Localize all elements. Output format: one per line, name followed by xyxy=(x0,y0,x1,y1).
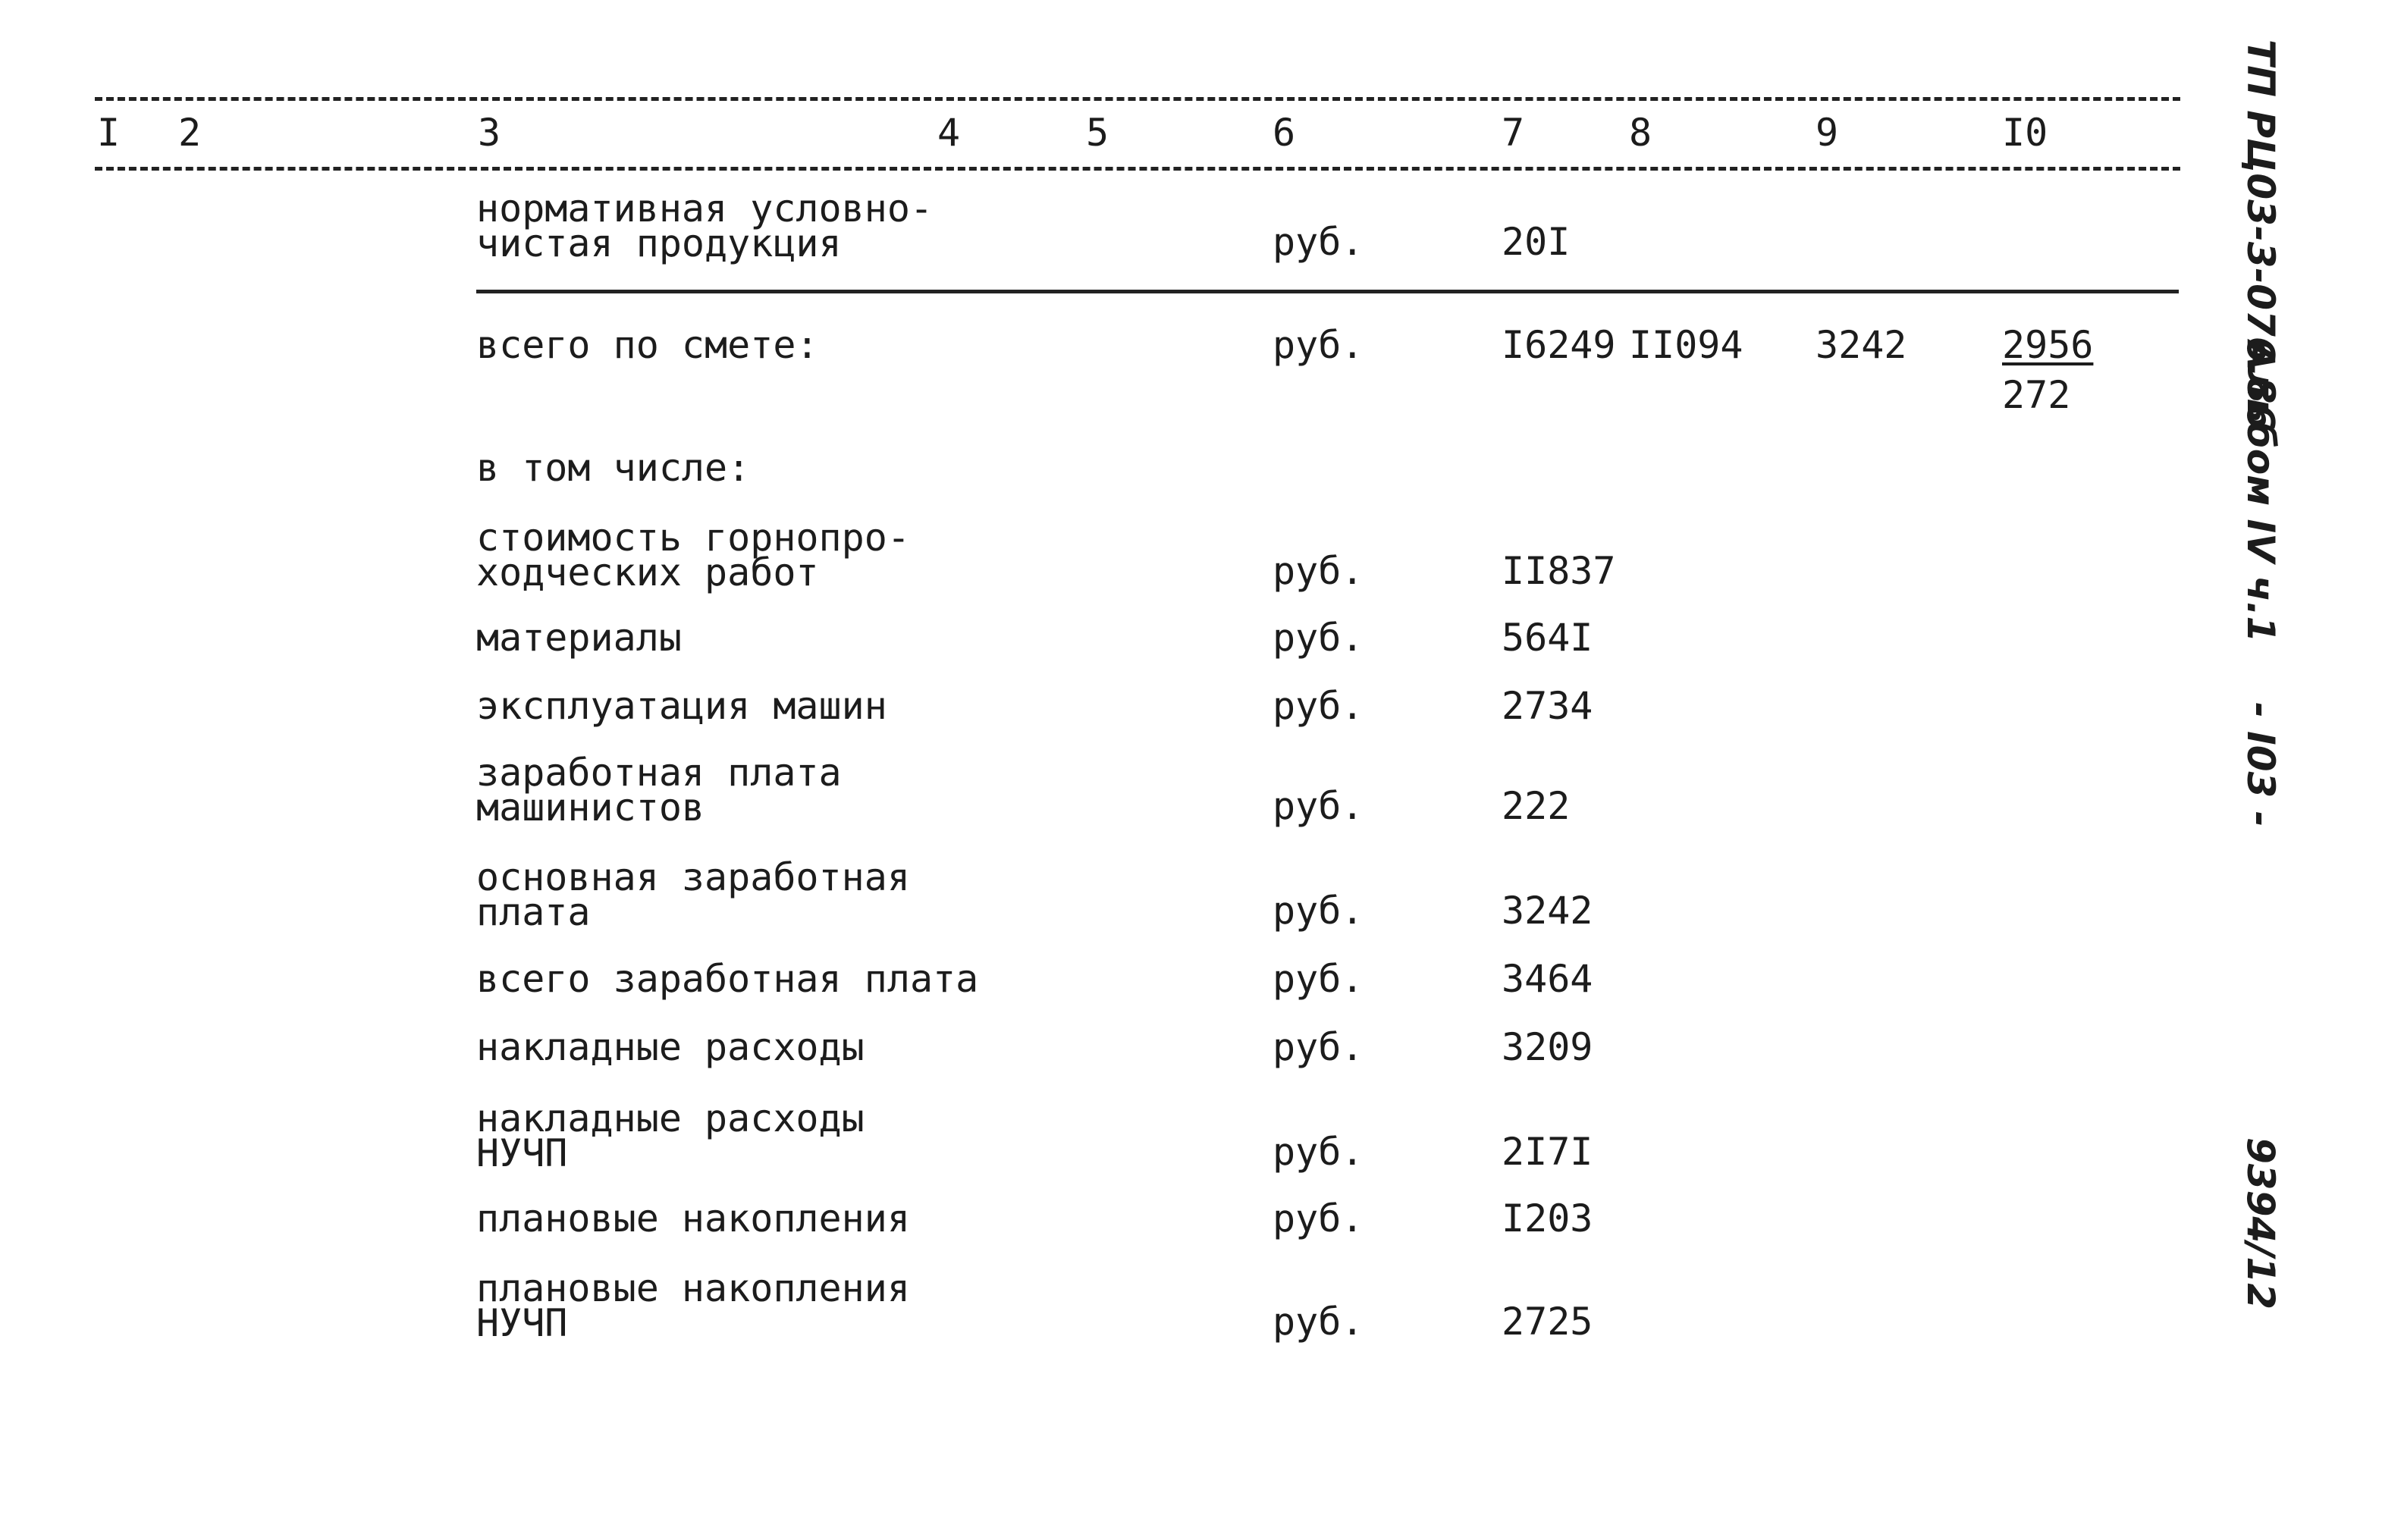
including-label: в том числе: xyxy=(476,446,751,490)
total-unit: руб. xyxy=(1273,323,1364,367)
row-unit: руб. xyxy=(1273,1300,1364,1344)
row-unit: руб. xyxy=(1273,1025,1364,1069)
row-value-col7: 2725 xyxy=(1502,1300,1593,1344)
row-label: стоимость горнопро- ходческих работ xyxy=(476,516,910,594)
row-unit: руб. xyxy=(1273,1197,1364,1240)
col-number-3: 3 xyxy=(478,111,501,155)
row-label: нормативная условно- чистая продукция xyxy=(476,187,934,265)
total-col7: I6249 xyxy=(1502,323,1616,367)
total-separator-line xyxy=(476,290,2179,293)
row-label: материалы xyxy=(476,616,682,660)
col-number-7: 7 xyxy=(1502,111,1525,155)
col-number-10: I0 xyxy=(2002,111,2048,155)
row-value-col7: 2I7I xyxy=(1502,1130,1593,1174)
row-label: эксплуатация машин xyxy=(476,684,887,728)
total-label: всего по смете: xyxy=(476,323,819,367)
row-value-col7: 3209 xyxy=(1502,1025,1593,1069)
total-col10-denominator: 272 xyxy=(2002,373,2071,417)
margin-document-code: ТП РЦ03-3-076.86 xyxy=(2239,39,2283,431)
row-value-col7: 3464 xyxy=(1502,957,1593,1001)
margin-inventory-number: 9394/12 xyxy=(2239,1137,2283,1310)
header-top-rule xyxy=(95,97,2180,101)
col-number-9: 9 xyxy=(1816,111,1839,155)
row-unit: руб. xyxy=(1273,220,1364,264)
row-unit: руб. xyxy=(1273,684,1364,728)
row-unit: руб. xyxy=(1273,957,1364,1001)
header-bottom-rule xyxy=(95,167,2180,171)
col-number-8: 8 xyxy=(1629,111,1652,155)
col-number-2: 2 xyxy=(178,111,202,155)
row-label: плановые накопления НУЧП xyxy=(476,1266,910,1345)
total-col8: II094 xyxy=(1629,323,1743,367)
margin-album: Альбом IV ч.1 xyxy=(2239,341,2283,643)
total-col9: 3242 xyxy=(1816,323,1907,367)
row-value-col7: 20I xyxy=(1502,220,1571,264)
row-value-col7: I203 xyxy=(1502,1197,1593,1240)
row-label: накладные расходы НУЧП xyxy=(476,1096,865,1175)
total-col10-numerator: 2956 xyxy=(2002,323,2094,367)
col-number-5: 5 xyxy=(1086,111,1109,155)
row-unit: руб. xyxy=(1273,549,1364,593)
row-value-col7: 564I xyxy=(1502,616,1593,660)
row-unit: руб. xyxy=(1273,889,1364,933)
row-label: плановые накопления xyxy=(476,1197,910,1240)
row-unit: руб. xyxy=(1273,1130,1364,1174)
row-label: всего заработная плата xyxy=(476,957,979,1001)
row-label: заработная плата машинистов xyxy=(476,751,842,830)
col-number-4: 4 xyxy=(937,111,961,155)
margin-page-number: - I03 - xyxy=(2239,702,2283,827)
col-number-6: 6 xyxy=(1273,111,1296,155)
col-number-1: I xyxy=(97,111,121,155)
row-unit: руб. xyxy=(1273,616,1364,660)
row-value-col7: II837 xyxy=(1502,549,1616,593)
row-value-col7: 2734 xyxy=(1502,684,1593,728)
row-label: накладные расходы xyxy=(476,1025,865,1069)
row-value-col7: 3242 xyxy=(1502,889,1593,933)
row-label: основная заработная плата xyxy=(476,855,910,934)
row-value-col7: 222 xyxy=(1502,784,1571,828)
row-unit: руб. xyxy=(1273,784,1364,828)
